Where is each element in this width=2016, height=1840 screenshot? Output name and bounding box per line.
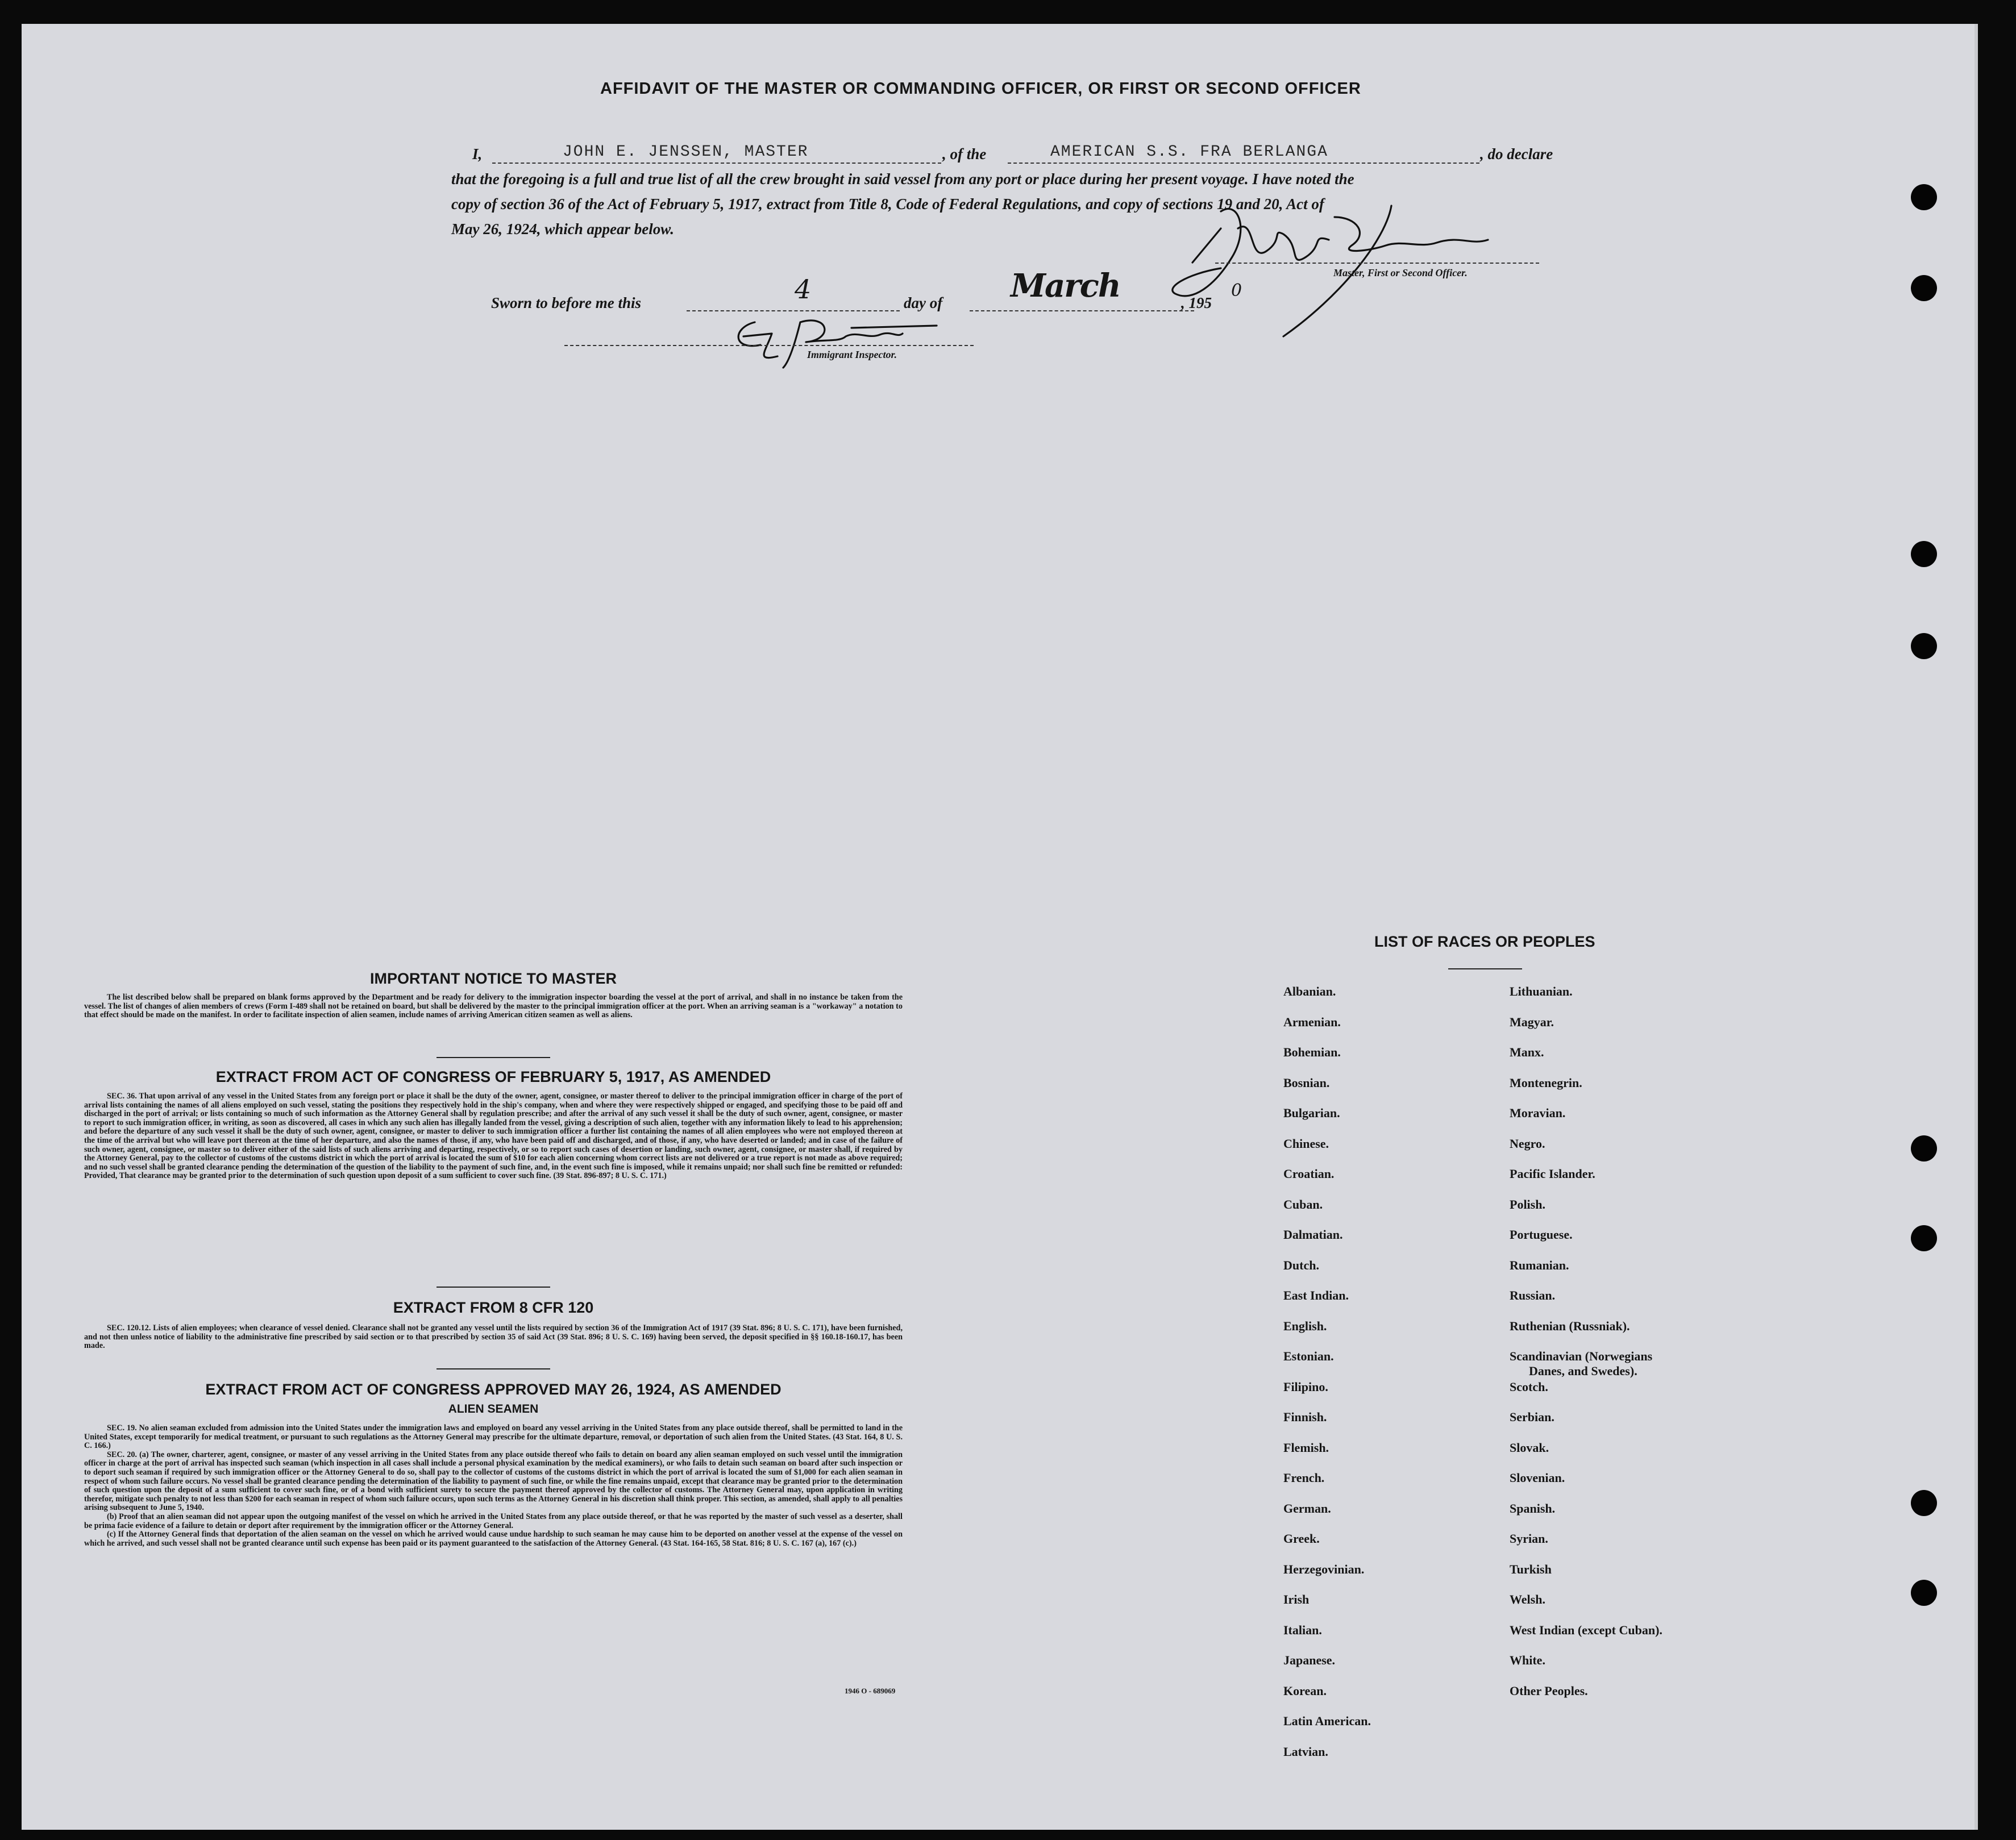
race-item: Dutch.	[1283, 1258, 1319, 1272]
inspector-signature	[721, 311, 959, 373]
race-item: Japanese.	[1283, 1653, 1336, 1667]
race-item: Lithuanian.	[1510, 984, 1573, 998]
race-item: Serbian.	[1510, 1410, 1554, 1424]
race-item: Moravian.	[1510, 1106, 1566, 1120]
races-heading: LIST OF RACES OR PEOPLES	[1374, 933, 1595, 950]
race-item: Magyar.	[1510, 1014, 1554, 1029]
race-item: Ruthenian (Russniak).	[1510, 1318, 1630, 1333]
inspector-caption: Immigrant Inspector.	[807, 349, 897, 360]
race-item: Latvian.	[1283, 1744, 1328, 1759]
race-item: Latin American.	[1283, 1714, 1371, 1728]
binder-hole	[1911, 1490, 1937, 1516]
divider	[437, 1057, 550, 1058]
race-item: Danes, and Swedes).	[1529, 1364, 1637, 1378]
sworn-month-handwritten: March	[1011, 267, 1120, 305]
day-of-label: day of	[904, 294, 943, 311]
binder-hole	[1911, 275, 1937, 301]
sworn-month-line	[970, 310, 1194, 311]
binder-hole	[1911, 184, 1937, 210]
section-20b-paragraph: (b) Proof that an alien seaman did not appear upon the outgoing manifest of the vessel on which he arrived in the United States from any place outside thereof, or that he was reported by the master of such vessel as a deserter, shall be prima facie evidence of a failure to detain or deport after requirement by the immigration officer or the Attorney General.	[84, 1512, 903, 1530]
notice-paragraph: The list described below shall be prepared on blank forms approved by the Department and be ready for delivery to the immigration inspector boarding the vessel at the port of arrival, and shall in no instance be taken from the vessel. The list of changes of alien members of crews (Form I-489 shall not be retained on board, but shall be delivered by the master to the principal immigration officer at the port. When an arriving seaman is a "workaway" a notation to that effect should be made on the manifest. In order to facilitate inspection of alien seamen, include names of arriving American citizen seamen as well as aliens.	[84, 993, 903, 1020]
race-item: German.	[1283, 1501, 1331, 1516]
race-item: Bohemian.	[1283, 1045, 1341, 1059]
race-item: Finnish.	[1283, 1410, 1327, 1424]
section-20a-paragraph: SEC. 20. (a) The owner, charterer, agent, consignee, or master of any vessel arriving in the United States from any place outside thereof who fails to detain on board any alien seaman employed on such vessel until the immigration officer in charge at the port of arrival has inspected such seaman (which inspection in all cases shall include a personal physical examination by the medical examiners), or who fails to detain such seaman on board after such inspection or to deport such seaman if required by such immigration officer or the Attorney General to do so, shall pay to the collector of customs of the customs district in which the port of arrival is located the sum of $1,000 for each alien seaman in respect of whom such failure occurs. No vessel shall be granted clearance pending the determination of the liability to payment of such fine, or while the fine remains unpaid, except that clearance may be granted prior to the determination of such question upon the deposit of a sum sufficient to cover such fine, or of a bond with sufficient surety to secure the payment thereof approved by the collector of customs. The Attorney General may, upon application in writing therefor, mitigate such penalty to not less than $200 for each seaman in respect of whom such failure occurs, upon such terms as the Attorney General in his discretion shall think proper. This section, as amended, shall apply to all penalties arising subsequent to June 5, 1940.	[84, 1450, 903, 1513]
race-item: Welsh.	[1510, 1592, 1545, 1606]
race-item: Bosnian.	[1283, 1075, 1330, 1090]
race-item: Cuban.	[1283, 1197, 1323, 1212]
race-item: White.	[1510, 1653, 1545, 1667]
race-item: Syrian.	[1510, 1531, 1548, 1546]
sworn-label: Sworn to before me this	[491, 294, 642, 311]
binder-hole	[1911, 1580, 1937, 1606]
divider	[437, 1368, 550, 1369]
of-the-label: , of the	[942, 145, 987, 163]
extract-1917-text	[84, 1092, 903, 1181]
affidavit-line-2: copy of section 36 of the Act of February 5, 1917, extract from Title 8, Code of Federal Regulations, and copy of sections 19 and 20, Act of	[451, 195, 1324, 213]
section-19-paragraph: SEC. 19. No alien seaman excluded from admission into the United States under the immigration laws and employed on board any vessel arriving in the United States from any place outside thereof, shall be permitted to land in the United States, except temporarily for medical treatment, or pursuant to such regulations as the Attorney General may prescribe for the ultimate departure, removal, or deportation of such alien from the United States. (43 Stat. 164, 8 U. S. C. 166.)	[84, 1423, 903, 1451]
race-item: Slovenian.	[1510, 1471, 1565, 1485]
inspector-signature-line	[564, 345, 974, 346]
race-item: Portuguese.	[1510, 1227, 1573, 1242]
race-item: Irish	[1283, 1592, 1310, 1606]
race-item: Armenian.	[1283, 1014, 1341, 1029]
extract-cfr-heading: EXTRACT FROM 8 CFR 120	[393, 1299, 594, 1316]
race-item: Albanian.	[1283, 984, 1336, 998]
master-signature-line	[1215, 263, 1539, 264]
extract-cfr-text	[84, 1324, 903, 1351]
race-item: French.	[1283, 1471, 1325, 1485]
notice-text	[84, 993, 903, 1020]
race-item: Greek.	[1283, 1531, 1320, 1546]
section-36-paragraph: SEC. 36. That upon arrival of any vessel in the United States from any foreign port or place it shall be the duty of the owner, agent, consignee, or master thereof to deliver to the principal immigration officer in charge of the port of arrival lists containing the names of all aliens employed on such vessel, stating the positions they respectively hold in the ship's company, when and where they were respectively shipped or engaged, and specifying those to be paid off and discharged in the port of arrival; or lists containing so much of such information as the Attorney General shall by regulation prescribe; and after the arrival of any such vessel it shall be the duty of such owner, agent, consignee, or master to report to such immigration officer, in writing, as soon as discovered, all cases in which any such alien has illegally landed from the vessel, giving a description of such alien, together with any information likely to lead to his apprehension; and before the departure of any such vessel it shall be the duty of such owner, agent, consignee, or master to deliver to such immigration officer a further list containing the names of all alien employees who were not employed thereon at the time of the arrival but who will leave port thereon at the time of her departure, and also the names of those, if any, who have been paid off and discharged, and of those, if any, who have deserted or landed; and in case of the failure of such owner, agent, consignee, or master so to deliver either of the said lists of such aliens arriving and departing, respectively, or so to report such cases of desertion or landing, such owner, agent, consignee, or master shall, if required by the Attorney General, pay to the collector of customs of the customs district in which the port of arrival is located the sum of $10 for each alien concerning whom correct lists are not delivered or a true report is not made as above required; and no such vessel shall be granted clearance pending the determination of the question of the liability to the payment of such fine, and, in the event such fine is imposed, while it remains unpaid; nor shall such fine be remitted or refunded: Provided, That clearance may be granted prior to the determination of such question upon deposit of a sum sufficient to cover such fine. (39 Stat. 896-897; 8 U. S. C. 171.)	[84, 1092, 903, 1181]
race-item: Pacific Islander.	[1510, 1167, 1595, 1181]
race-item: Rumanian.	[1510, 1258, 1569, 1272]
binder-hole	[1911, 1225, 1937, 1251]
race-item: Negro.	[1510, 1136, 1545, 1151]
master-name-line	[492, 163, 941, 164]
master-name-field[interactable]: JOHN E. JENSSEN, MASTER	[563, 143, 809, 161]
race-item: Dalmatian.	[1283, 1227, 1343, 1242]
race-item: Herzegovinian.	[1283, 1562, 1365, 1576]
race-item: Flemish.	[1283, 1440, 1329, 1455]
affidavit-line-1: that the foregoing is a full and true list of all the crew brought in said vessel from any port or place during her present voyage. I have noted the	[451, 170, 1354, 188]
binder-hole	[1911, 1135, 1937, 1162]
affidavit-title: AFFIDAVIT OF THE MASTER OR COMMANDING OFFICER, OR FIRST OR SECOND OFFICER	[600, 80, 1361, 98]
master-caption: Master, First or Second Officer.	[1333, 267, 1468, 278]
sworn-year-handwritten: 0	[1231, 281, 1242, 301]
race-item: Estonian.	[1283, 1349, 1334, 1363]
notice-heading: IMPORTANT NOTICE TO MASTER	[370, 970, 617, 987]
race-item: Scandinavian (Norwegians	[1510, 1349, 1653, 1363]
alien-seamen-subheading: ALIEN SEAMEN	[448, 1402, 539, 1416]
extract-1917-heading: EXTRACT FROM ACT OF CONGRESS OF FEBRUARY 5, 1917, AS AMENDED	[215, 1068, 771, 1085]
binder-hole	[1911, 541, 1937, 567]
extract-1924-heading: EXTRACT FROM ACT OF CONGRESS APPROVED MAY 26, 1924, AS AMENDED	[205, 1381, 782, 1398]
vessel-name-line	[1008, 163, 1479, 164]
race-item: Filipino.	[1283, 1379, 1328, 1394]
sworn-day-handwritten: 4	[795, 274, 812, 305]
race-item: Polish.	[1510, 1197, 1545, 1212]
race-item: English.	[1283, 1318, 1327, 1333]
race-item: East Indian.	[1283, 1288, 1349, 1302]
extract-1924-text	[84, 1424, 903, 1548]
sworn-year-prefix: , 195	[1181, 294, 1212, 311]
divider	[1448, 968, 1522, 969]
race-item: Korean.	[1283, 1683, 1327, 1698]
race-item: Turkish	[1510, 1562, 1552, 1576]
binder-hole	[1911, 633, 1937, 659]
race-item: Slovak.	[1510, 1440, 1549, 1455]
race-item: Italian.	[1283, 1622, 1322, 1637]
print-code: 1946 O - 689069	[845, 1687, 896, 1695]
affidavit-i: I,	[472, 145, 483, 163]
race-item: Bulgarian.	[1283, 1106, 1340, 1120]
section-120-12-paragraph: SEC. 120.12. Lists of alien employees; when clearance of vessel denied. Clearance shall not be granted any vessel until the lists required by section 36 of the Immigration Act of 1917 (39 Stat. 896; 8 U. S. C. 171), have been furnished, and not then unless notice of liability to the administrative fine prescribed by said section or to that prescribed by section 35 of said Act (39 Stat. 896; 8 U. S. C. 169) having been served, the deposit specified in §§ 160.18-160.17, has been made.	[84, 1323, 903, 1351]
race-item: Spanish.	[1510, 1501, 1556, 1516]
divider	[437, 1287, 550, 1288]
race-item: Montenegrin.	[1510, 1075, 1582, 1090]
section-20c-paragraph: (c) If the Attorney General finds that deportation of the alien seaman on the vessel on which he arrived would cause undue hardship to such seaman he may cause him to be deported on another vessel at the expense of the vessel on which he arrived, and such vessel shall not be granted clearance until such expense has been paid or its payment guaranteed to the satisfaction of the Attorney General. (43 Stat. 164-165, 58 Stat. 816; 8 U. S. C. 167 (a), 167 (c).)	[84, 1530, 903, 1548]
race-item: Croatian.	[1283, 1167, 1335, 1181]
form-page	[22, 24, 1978, 1830]
race-item: Other Peoples.	[1510, 1683, 1588, 1698]
affidavit-line-3: May 26, 1924, which appear below.	[451, 220, 675, 238]
race-item: Chinese.	[1283, 1136, 1329, 1151]
vessel-name-field[interactable]: AMERICAN S.S. FRA BERLANGA	[1050, 143, 1328, 161]
race-item: West Indian (except Cuban).	[1510, 1622, 1662, 1637]
race-item: Scotch.	[1510, 1379, 1548, 1394]
race-item: Russian.	[1510, 1288, 1556, 1302]
do-declare-label: , do declare	[1480, 145, 1553, 163]
race-item: Manx.	[1510, 1045, 1544, 1059]
